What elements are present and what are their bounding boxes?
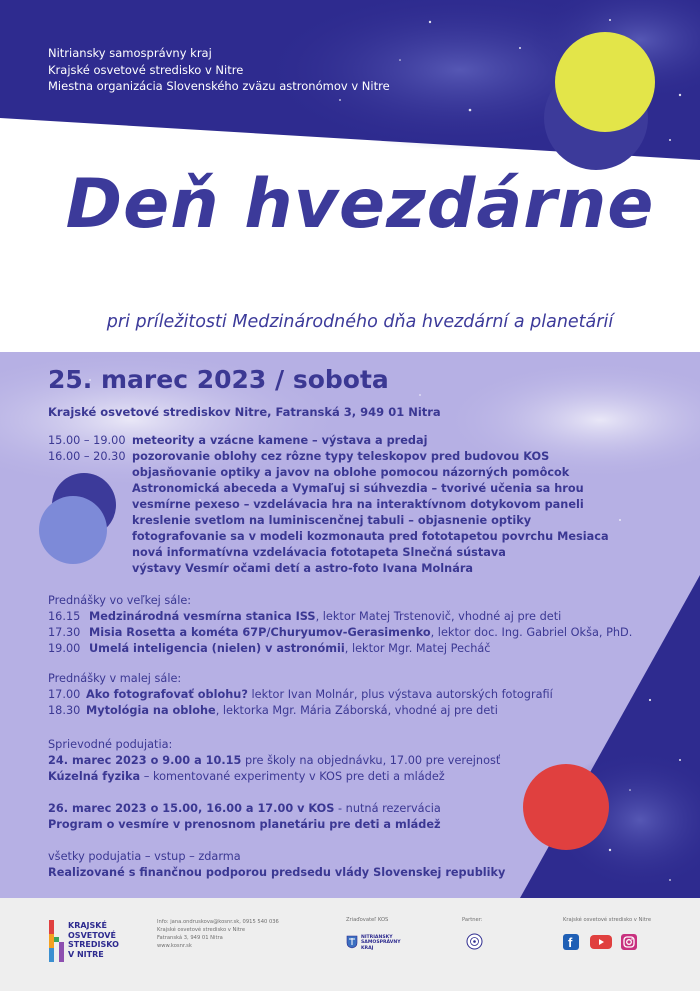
lecture-time: 16.15 (48, 610, 81, 623)
nsk-logo-text: NITRIANSKY (361, 935, 393, 940)
page-subtitle: pri príležitosti Medzinárodného dňa hvezdární a planetárií (106, 312, 614, 332)
organizer-line: Nitriansky samosprávny kraj (48, 46, 212, 60)
lecture-row (48, 641, 632, 657)
side-event-detail: pre školy na objednávku, 17.00 pre verejnosť (241, 754, 501, 767)
section-heading: Sprievodné podujatia: (48, 738, 173, 751)
kos-logo-mark (48, 920, 64, 964)
event-date: 25. marec 2023 / sobota (48, 365, 389, 394)
lecture-details: , lektor Matej Trstenovič, vhodné aj pre deti (315, 610, 562, 623)
lecture-row (48, 703, 553, 719)
lecture-title: Umelá inteligencia (nielen) v astronómii (89, 642, 345, 655)
program-block (48, 433, 609, 577)
lecture-title: Mytológia na oblohe (86, 704, 216, 717)
contact-web-link[interactable]: www.kosnr.sk (157, 943, 192, 949)
lecture-row (48, 687, 553, 703)
nsk-logo (346, 933, 416, 953)
lecture-details: , lektor doc. Ing. Gabriel Okša, PhD. (430, 626, 633, 639)
side-events-section-2 (48, 801, 441, 833)
program-time: 15.00 – 19.00 (48, 434, 126, 447)
side-event-line (48, 753, 500, 769)
nsk-logo-text: KRAJ (361, 945, 374, 951)
lecture-time: 17.00 (48, 688, 81, 701)
small-hall-section (48, 671, 553, 719)
side-event-detail: - nutná rezervácia (334, 802, 441, 815)
free-entry-note: všetky podujatia – vstup – zdarma (48, 850, 241, 863)
program-text: meteority a vzácne kamene – výstava a predaj (132, 434, 428, 447)
page-title: Deň hvezdárne (65, 165, 655, 244)
nsk-coat-of-arms-icon (346, 935, 358, 949)
program-line: vesmírne pexeso – vzdelávacia hra na interaktívnom dotykovom paneli (132, 498, 584, 511)
lecture-details: lektor Ivan Molnár, plus výstava autorských fotografií (247, 688, 553, 701)
side-event-line (48, 769, 500, 785)
side-events-section (48, 737, 500, 785)
lecture-details: , lektorka Mgr. Mária Záborská, vhodné aj pre deti (215, 704, 498, 717)
yellow-circle (555, 32, 655, 132)
social-label: Krajské osvetové stredisko v Nitre (563, 917, 652, 923)
contact-email: Info: jana.ondruskova@kosnr.sk, 0915 540 036 (157, 919, 279, 925)
organizer-line: Miestna organizácia Slovenského zväzu astronómov v Nitre (48, 79, 390, 93)
program-line: fotografovanie sa v modeli kozmonauta pred fototapetou povrchu Mesiaca (132, 530, 609, 543)
program-row (48, 449, 609, 465)
lecture-row (48, 609, 632, 625)
kos-logo-text: OSVETOVÉ (68, 930, 116, 940)
program-line: kreslenie svetlom na luminiscenčnej tabuli – objasnenie optiky (132, 514, 532, 527)
lecture-time: 18.30 (48, 704, 81, 717)
lecture-time: 17.30 (48, 626, 81, 639)
contact-org: Krajské osvetové stredisko v Nitre (157, 927, 246, 933)
side-event-title: Kúzelná fyzika (48, 770, 141, 783)
side-event-title: Program o vesmíre v prenosnom planetáriu pre deti a mládež (48, 818, 441, 831)
program-row (48, 433, 609, 449)
side-event-date: 24. marec 2023 o 9.00 a 10.15 (48, 754, 242, 767)
program-line: Astronomická abeceda a Vymaľuj si súhvezdia – tvorivé učenia sa hrou (132, 482, 584, 495)
lecture-time: 19.00 (48, 642, 81, 655)
kos-logo-text: STREDISKO (68, 940, 119, 949)
lecture-details: , lektor Mgr. Matej Pecháč (344, 642, 491, 655)
lecture-title: Misia Rosetta a kométa 67P/Churyumov-Gerasimenko (89, 626, 431, 639)
side-event-line (48, 801, 441, 817)
contact-info (157, 918, 279, 950)
organizer-line: Krajské osvetové stredisko v Nitre (48, 62, 244, 77)
youtube-icon[interactable] (590, 935, 612, 949)
red-circle (523, 764, 609, 850)
program-line: nová informatívna vzdelávacia fototapeta Slnečná sústava (132, 546, 506, 559)
lecture-title: Ako fotografovať oblohu? (86, 688, 248, 701)
program-line: výstavy Vesmír očami detí a astro-foto Ivana Molnára (132, 562, 474, 575)
partner-logo-icon (466, 933, 483, 950)
closing-section (48, 849, 505, 881)
nsk-logo-text: SAMOSPRÁVNY (361, 940, 401, 946)
organizers (48, 45, 390, 95)
facebook-icon[interactable]: f (563, 934, 579, 950)
partner-label: Partner: (462, 917, 483, 923)
program-text: pozorovanie oblohy cez rôzne typy teleskopov pred budovou KOS (132, 450, 550, 463)
side-event-detail: – komentované experimenty v KOS pre deti a mládež (140, 770, 445, 783)
lecture-title: Medzinárodná vesmírna stanica ISS (89, 610, 316, 623)
section-heading: Prednášky vo veľkej sále: (48, 594, 192, 607)
instagram-icon[interactable] (621, 934, 637, 950)
kos-logo (48, 918, 118, 964)
event-venue: Krajské osvetové strediskov Nitre, Fatranská 3, 949 01 Nitra (48, 405, 441, 419)
big-hall-section (48, 593, 632, 657)
founder-label: Zriaďovateľ KOS (346, 917, 389, 923)
program-line: objasňovanie optiky a javov na oblohe pomocou názorných pomôcok (132, 466, 570, 479)
contact-address: Fatranská 3, 949 01 Nitra (157, 935, 223, 941)
program-time: 16.00 – 20.30 (48, 450, 126, 463)
lecture-row (48, 625, 632, 641)
kos-logo-text: V NITRE (68, 949, 104, 959)
section-heading: Prednášky v malej sále: (48, 672, 182, 685)
kos-logo-text: KRAJSKÉ (68, 921, 107, 930)
side-event-date: 26. marec 2023 o 15.00, 16.00 a 17.00 v KOS (48, 802, 335, 815)
funding-note: Realizované s finančnou podporou predsedu vlády Slovenskej republiky (48, 866, 506, 879)
